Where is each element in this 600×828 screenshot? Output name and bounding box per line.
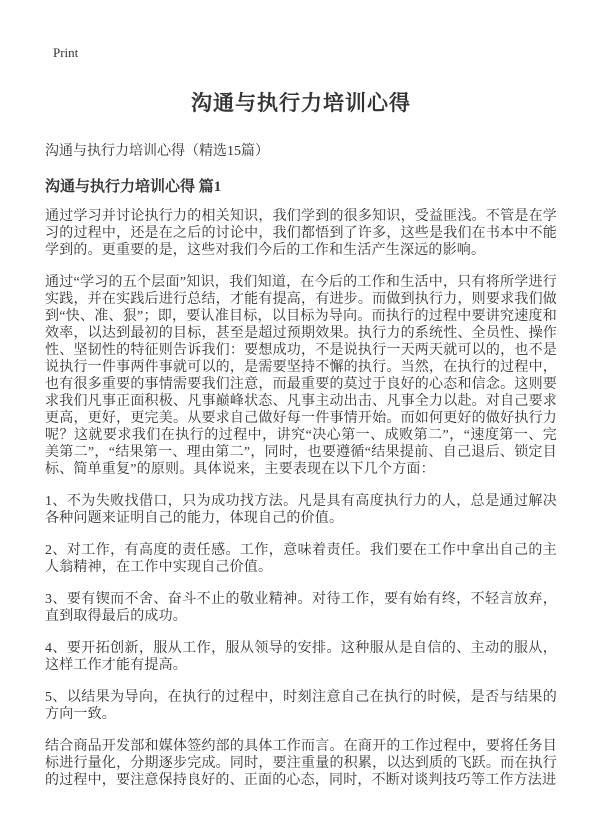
document-subtitle: 沟通与执行力培训心得（精选15篇）	[45, 144, 269, 159]
section-heading: 沟通与执行力培训心得 篇1	[45, 179, 222, 195]
list-item-3: 3、要有锲而不舍、奋斗不止的敬业精神。对待工作，要有始有终，不轻言放弃，直到取得最后的成功。	[45, 592, 557, 624]
paragraph-intro: 通过学习并讨论执行力的相关知识，我们学到的很多知识，受益匪浅。不管是在学习的过程中，还是在之后的讨论中，我们都悟到了许多，这些是我们在书本中不能学到的。更重要的是，这些对我们今后的工作和生活产生深远的影响。	[45, 209, 557, 258]
paragraph-closing: 结合商品开发部和媒体签约部的具体工作而言。在商开的工作过程中，要将任务目标进行量化，分期逐步完成。同时，要注重量的积累，以达到质的飞跃。而在执行的过程中，要注意保持良好的、正面的心态，同时，不断对谈判技巧等工作方法进	[45, 739, 557, 788]
print-button[interactable]: Print	[53, 45, 79, 60]
list-item-5: 5、以结果为导向，在执行的过程中，时刻注意自己在执行的时候，是否与结果的方向一致。	[45, 690, 557, 722]
document-body	[45, 208, 557, 789]
list-item-2: 2、对工作，有高度的责任感。工作，意味着责任。我们要在工作中拿出自己的主人翁精神，在工作中实现自己价值。	[45, 543, 557, 575]
list-item-1: 1、不为失败找借口，只为成功找方法。凡是具有高度执行力的人，总是通过解决各种问题来证明自己的能力，体现自己的价值。	[45, 494, 557, 526]
document-title: 沟通与执行力培训心得	[191, 91, 411, 115]
paragraph-main: 通过“学习的五个层面”知识，我们知道，在今后的工作和生活中，只有将所学进行实践，并在实践后进行总结，才能有提高，有进步。而做到执行力，则要求我们做到“快、准、狠”；即，要认准目标，以目标为导向。而执行的过程中要讲究速度和效率，以达到最初的目标，甚至是超过预期效果。执行力的系统性、全员性、操作性、坚韧性的特征则告诉我们：要想成功，不是说执行一天两天就可以的，也不是说执行一件事两件事就可以的，是需要坚持不懈的执行。当然，在执行的过程中，也有很多重要的事情需要我们注意，而最重要的莫过于良好的心态和信念。这则要求我们凡事正面积极、凡事巅峰状态、凡事主动出击、凡事全力以赴。对自己要求更高，更好，更完美。从要求自己做好每一件事情开始。而如何更好的做好执行力呢？这就要求我们在执行的过程中，讲究“决心第一、成败第二”，“速度第一、完美第二”，“结果第一、理由第二”，同时，也要遵循“结果提前、自己退后、锁定目标、简单重复”的原则。具体说来，主要表现在以下几个方面：	[45, 275, 557, 477]
list-item-4: 4、要开拓创新，服从工作，服从领导的安排。这种服从是自信的、主动的服从，这样工作才能有提高。	[45, 641, 557, 673]
